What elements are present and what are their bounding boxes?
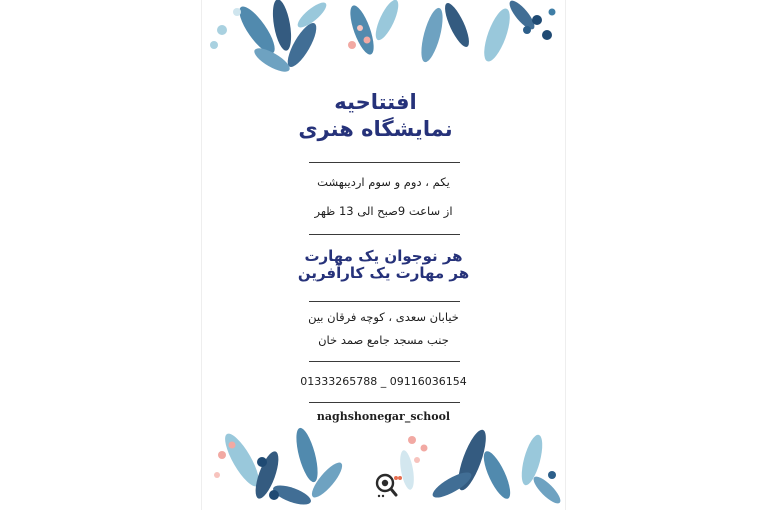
event-hours: از ساعت 9صبح الی 13 ظهر [314,204,453,218]
top-floral-decoration [202,0,565,95]
event-dates: یکم ، دوم و سوم اردیبهشت [317,175,450,189]
title-line-2: نمایشگاه هنری [298,117,453,141]
phone-numbers: 01333265788 _ 09116036154 [300,375,467,388]
divider [309,361,460,362]
slogan-line-1: هر نوجوان یک مهارت [304,247,463,265]
title-line-1: افتتاحیه [334,90,417,114]
magnifier-logo-icon [371,469,403,499]
social-handle: naghshonegar_school [316,410,451,423]
slogan-line-2: هر مهارت یک کارآفرین [297,264,470,282]
poster [201,0,566,510]
address-line-2: جنب مسجد جامع صمد خان [318,333,449,347]
divider [309,234,460,235]
divider [309,162,460,163]
address-line-1: خیابان سعدی ، کوچه فرقان بین [308,310,459,324]
divider [309,301,460,302]
